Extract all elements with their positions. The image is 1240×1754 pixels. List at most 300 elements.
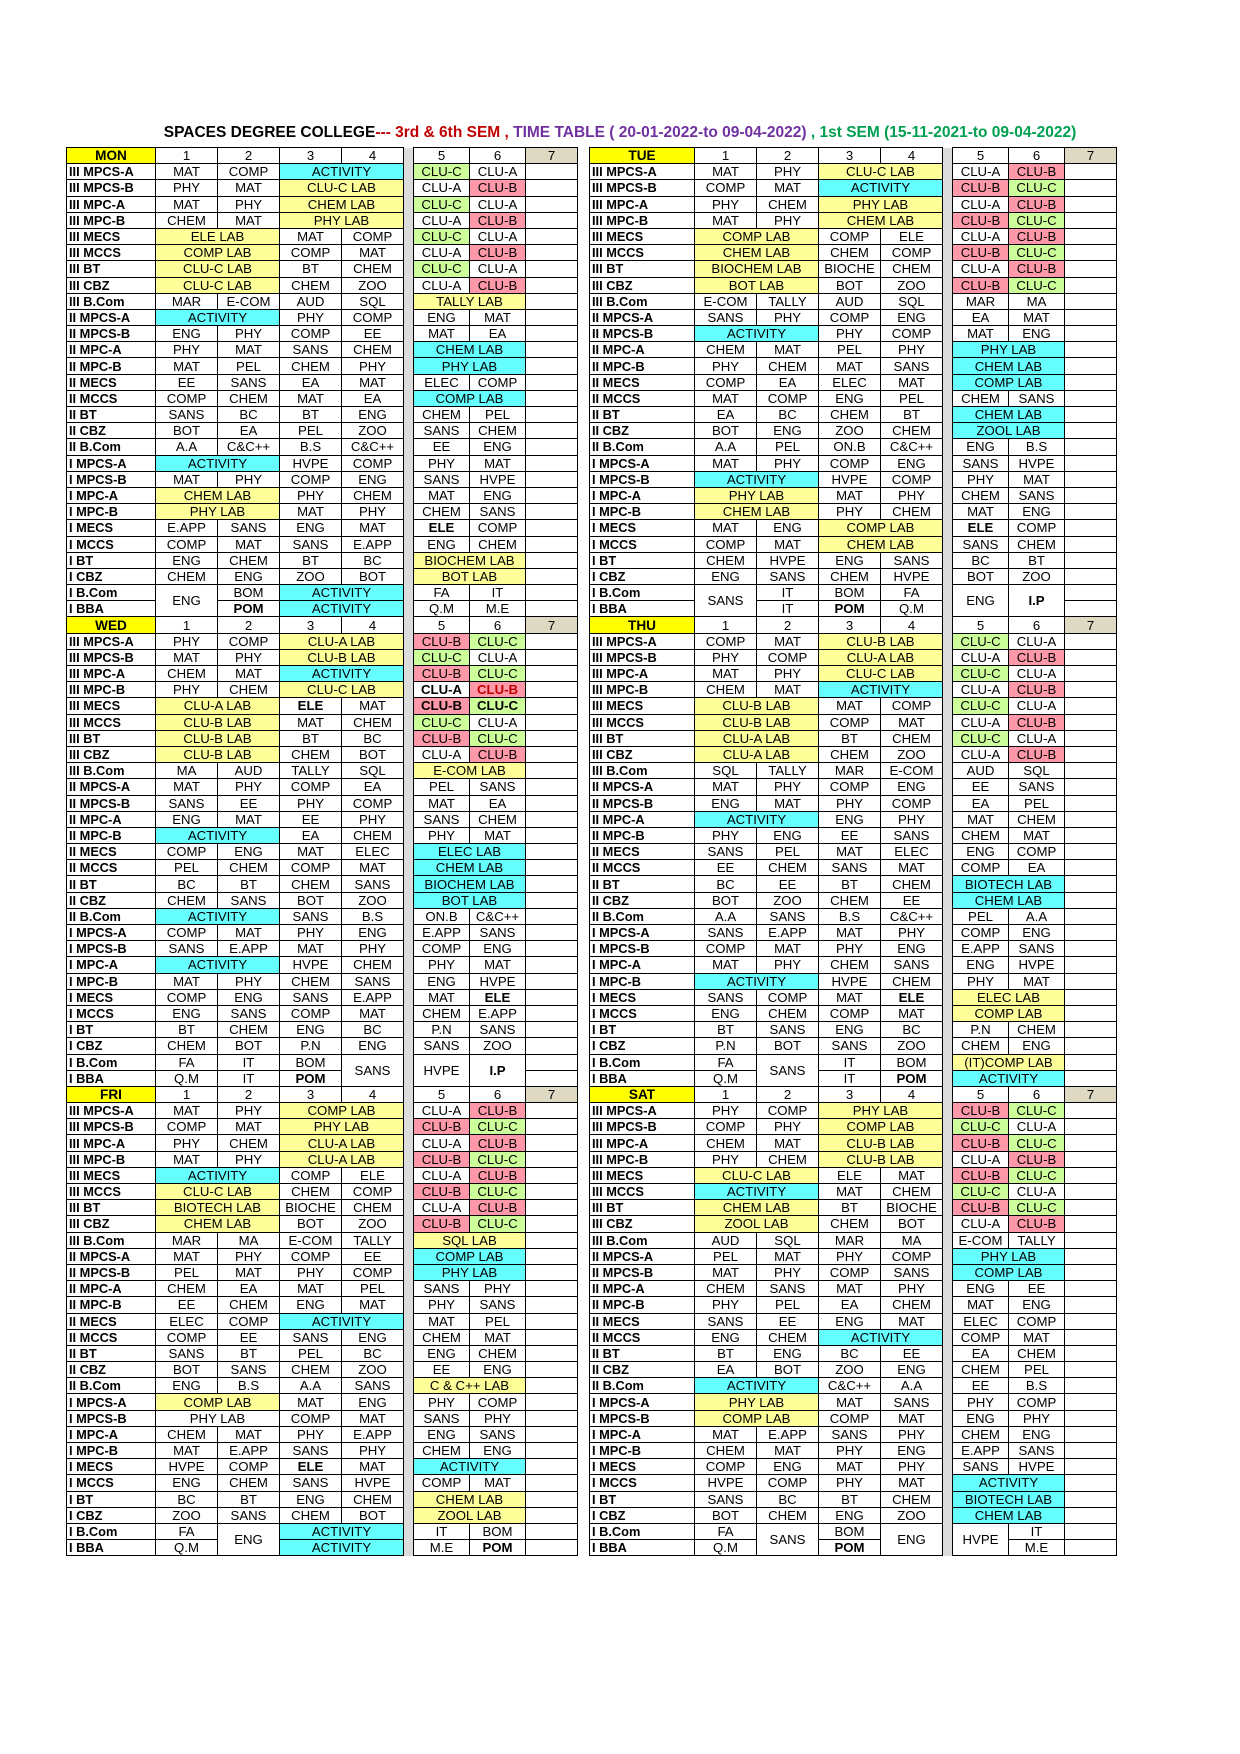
subject-cell: CHEM [218,1135,280,1151]
subject-cell: ZOO [881,1038,943,1054]
class-name: III MPC-A [590,196,695,212]
subject-cell: SANS [414,1038,470,1054]
subject-cell: COMP [819,1410,881,1426]
subject-cell: PHY [218,973,280,989]
class-name: I MPC-B [67,1443,156,1459]
subject-cell: COMP [218,1459,280,1475]
subject-cell: ENG [414,973,470,989]
subject-cell: IT [757,585,819,601]
period-7-cell [1065,196,1117,212]
subject-cell: CHEM [342,957,404,973]
subject-cell: ENG [819,811,881,827]
period-7-cell [526,455,578,471]
break-column [943,860,953,876]
class-row [67,568,1117,584]
class-row [67,1184,1117,1200]
subject-cell: ENG [342,925,404,941]
break-column [943,228,953,244]
class-name: III MECS [67,1167,156,1183]
period-7-cell [526,795,578,811]
subject-cell: CHEM [953,1038,1009,1054]
period-7-cell [526,1362,578,1378]
break-column [943,1329,953,1345]
subject-cell: SANS [881,1394,943,1410]
class-row [67,277,1117,293]
class-row [67,196,1117,212]
column-spacer [578,925,590,941]
subject-cell: SANS [218,1507,280,1523]
subject-cell: SANS [881,1264,943,1280]
lab-session: CLU-B LAB [819,633,943,649]
subject-cell: EE [1009,1281,1065,1297]
column-spacer [578,520,590,536]
subject-cell: PHY [881,925,943,941]
period-7-cell [1065,1070,1117,1086]
break-column [404,1281,414,1297]
lab-session: ACTIVITY [695,1378,819,1394]
lab-session: CHEM LAB [695,504,819,520]
subject-cell: ENG [757,520,819,536]
subject-cell: BOT [819,277,881,293]
subject-cell: SANS [470,1297,526,1313]
subject-cell: IT [1009,1523,1065,1539]
subject-cell: SANS [819,860,881,876]
subject-cell: MAT [819,1459,881,1475]
subject-cell: ENG [156,1475,218,1491]
subject-cell: COMP [953,925,1009,941]
subject-cell: EE [819,827,881,843]
lab-session: CHEM LAB [156,487,280,503]
subject-cell: PEL [757,1297,819,1313]
subject-cell: FA [156,1523,218,1539]
lab-session: CHEM LAB [953,892,1065,908]
class-name: II MPC-B [590,358,695,374]
lab-session: CHEM LAB [819,212,943,228]
lab-session: ACTIVITY [156,827,280,843]
subject-cell: SANS [695,989,757,1005]
period-header: 3 [819,1086,881,1102]
subject-cell: ZOO [342,892,404,908]
subject-cell: C&C++ [881,908,943,924]
subject-cell: SANS [881,358,943,374]
subject-cell: BC [953,552,1009,568]
subject-cell: PHY [414,1297,470,1313]
subject-cell: MAT [695,520,757,536]
subject-cell: CHEM [280,1184,342,1200]
subject-cell: ENG [280,1297,342,1313]
subject-cell: SQL [757,1232,819,1248]
period-7-cell [526,423,578,439]
subject-cell: COMP [953,860,1009,876]
subject-cell: CLU-C [470,666,526,682]
subject-cell: PHY [757,957,819,973]
subject-cell: MAT [695,455,757,471]
subject-cell: SANS [695,844,757,860]
lab-session: ACTIVITY [695,326,819,342]
column-spacer [578,1216,590,1232]
break-column [943,261,953,277]
period-7-cell [1065,1394,1117,1410]
subject-cell: CHEM [218,390,280,406]
lab-session: ACTIVITY [819,180,943,196]
class-row [67,860,1117,876]
subject-cell: ENG [695,568,757,584]
subject-cell: ENG [819,390,881,406]
subject-cell: ZOO [342,1216,404,1232]
period-7-cell [1065,746,1117,762]
subject-cell: MAT [342,860,404,876]
subject-cell: ENG [881,1443,943,1459]
class-row [67,746,1117,762]
lab-session: CLU-C LAB [819,164,943,180]
subject-cell: ENG [695,795,757,811]
subject-cell: CLU-C [953,1119,1009,1135]
column-spacer [578,617,590,633]
subject-cell: ENG [819,552,881,568]
subject-cell: SANS [414,471,470,487]
subject-cell: E.APP [218,941,280,957]
column-spacer [578,1248,590,1264]
subject-cell: ELE [342,1167,404,1183]
period-header: 5 [953,617,1009,633]
subject-cell: COMP [156,1119,218,1135]
subject-cell: MAT [156,1443,218,1459]
subject-cell: ZOO [819,423,881,439]
break-column [943,342,953,358]
period-7-cell [526,342,578,358]
subject-cell: CLU-A [953,649,1009,665]
column-spacer [578,180,590,196]
lab-session: ACTIVITY [280,1313,404,1329]
class-name: II B.Com [67,1378,156,1394]
period-7-cell [526,1038,578,1054]
class-name: III MECS [590,1167,695,1183]
subject-cell: PHY [695,1151,757,1167]
subject-cell: PHY [695,827,757,843]
subject-cell: POM [470,1540,526,1556]
subject-cell: COMP [156,844,218,860]
class-row [67,326,1117,342]
break-column [943,407,953,423]
subject-cell: PHY [757,212,819,228]
class-name: I MPCS-A [67,1394,156,1410]
subject-cell: MAT [156,358,218,374]
class-name: II MCCS [67,1329,156,1345]
subject-cell: AUD [280,293,342,309]
subject-cell: COMP [695,941,757,957]
subject-cell: CLU-C [470,1151,526,1167]
subject-cell: PHY [414,957,470,973]
class-row [67,1507,1117,1523]
subject-cell: ZOO [342,277,404,293]
column-spacer [578,358,590,374]
lab-session: ACTIVITY [280,601,404,617]
break-column [404,390,414,406]
subject-cell: BOT [695,1507,757,1523]
column-spacer [578,536,590,552]
subject-cell: PHY [414,1394,470,1410]
break-column [404,746,414,762]
lab-session: PHY LAB [819,1103,943,1119]
lab-session: SQL LAB [414,1232,526,1248]
subject-cell: SANS [280,1443,342,1459]
column-spacer [578,552,590,568]
subject-cell: SANS [953,455,1009,471]
subject-cell: SANS [280,342,342,358]
subject-cell: CHEM [342,487,404,503]
lab-session: PHY LAB [156,1410,280,1426]
lab-session: ACTIVITY [695,973,819,989]
subject-cell: SANS [470,779,526,795]
subject-cell: CHEM [953,827,1009,843]
subject-cell: CLU-C [1009,1135,1065,1151]
period-header: 4 [881,148,943,164]
period-7-cell [1065,164,1117,180]
subject-cell: AUD [953,763,1009,779]
subject-cell: MAT [695,1264,757,1280]
subject-cell: CLU-C [1009,277,1065,293]
column-spacer [578,455,590,471]
subject-cell: BOT [280,1216,342,1232]
break-column [943,374,953,390]
subject-cell: CLU-A [470,164,526,180]
subject-cell: CHEM [156,568,218,584]
subject-cell: COMP [757,989,819,1005]
break-column [404,973,414,989]
subject-cell: MAT [218,536,280,552]
subject-cell: ELE [881,989,943,1005]
period-7-cell [1065,1022,1117,1038]
break-column [404,617,414,633]
timetable-grid [66,147,1117,1556]
class-name: II BT [67,876,156,892]
class-row [67,682,1117,698]
period-7-cell [1065,1491,1117,1507]
class-name: II BT [590,1345,695,1361]
column-spacer [578,876,590,892]
class-row [67,1475,1117,1491]
subject-cell: MAT [218,1264,280,1280]
subject-cell: SANS [1009,941,1065,957]
day-label: TUE [590,148,695,164]
subject-cell: C&C++ [881,439,943,455]
subject-cell: PHY [470,1410,526,1426]
class-name: II MPC-A [67,342,156,358]
break-column [404,552,414,568]
class-row [67,520,1117,536]
period-7-cell [526,1426,578,1442]
period-7-cell [526,228,578,244]
subject-cell: CHEM [280,1507,342,1523]
class-name: III MPC-B [67,1151,156,1167]
class-row [67,827,1117,843]
subject-cell: Q.M [156,1540,218,1556]
subject-cell: BOT [881,1216,943,1232]
subject-cell: EE [414,1362,470,1378]
column-spacer [578,228,590,244]
subject-cell: BC [819,1345,881,1361]
class-row [67,649,1117,665]
subject-cell: BIOCHE [280,1200,342,1216]
break-column [943,1507,953,1523]
subject-cell: EA [342,390,404,406]
lab-session: BIOCHEM LAB [695,261,819,277]
class-name: I CBZ [590,1038,695,1054]
subject-cell: CHEM [342,1491,404,1507]
break-column [943,1005,953,1021]
lab-session: COMP LAB [414,1248,526,1264]
subject-cell: SANS [414,1410,470,1426]
subject-cell: EA [695,407,757,423]
class-name: I B.Com [67,1054,156,1070]
subject-cell: PEL [342,1281,404,1297]
subject-cell: HVPE [757,552,819,568]
period-7-cell [1065,585,1117,601]
period-7-cell [1065,1313,1117,1329]
subject-cell: ENG [342,407,404,423]
lab-session: ACTIVITY [280,585,404,601]
subject-cell: ENG [1009,1297,1065,1313]
subject-cell: MAT [470,309,526,325]
subject-cell: MAR [819,763,881,779]
break-column [404,245,414,261]
period-7-cell [1065,601,1117,617]
period-7-cell [1065,1264,1117,1280]
subject-cell: POM [280,1070,342,1086]
subject-cell: SANS [757,1281,819,1297]
break-column [943,504,953,520]
subject-cell: POM [218,601,280,617]
subject-cell: CHEM [819,245,881,261]
break-column [404,1119,414,1135]
subject-cell: EA [757,374,819,390]
subject-cell: CLU-C [1009,212,1065,228]
period-7-cell [526,973,578,989]
column-spacer [578,827,590,843]
class-row [67,164,1117,180]
class-name: III MECS [590,698,695,714]
break-column [943,892,953,908]
subject-cell: CHEM [757,860,819,876]
subject-cell: CLU-C [1009,1167,1065,1183]
break-column [404,601,414,617]
subject-cell: ELE [470,989,526,1005]
subject-cell: CLU-B [470,277,526,293]
break-column [404,989,414,1005]
column-spacer [578,471,590,487]
subject-cell: SANS [757,1022,819,1038]
break-column [943,1475,953,1491]
subject-cell: B.S [819,908,881,924]
class-name: III CBZ [67,277,156,293]
break-column [943,164,953,180]
period-header: 1 [695,1086,757,1102]
column-spacer [578,374,590,390]
period-7-cell [1065,1345,1117,1361]
subject-cell: ENG [280,1022,342,1038]
lab-session: PHY LAB [819,196,943,212]
break-column [404,164,414,180]
period-7-cell [526,1167,578,1183]
column-spacer [578,1103,590,1119]
lab-session: PHY LAB [695,487,819,503]
period-header: 2 [218,617,280,633]
subject-cell: ELEC [819,374,881,390]
period-7-cell [1065,763,1117,779]
break-column [404,633,414,649]
period-7-cell [1065,1167,1117,1183]
lab-session: CLU-C LAB [156,261,280,277]
class-row [67,941,1117,957]
subject-cell: BT [218,1345,280,1361]
subject-cell: BT [218,876,280,892]
subject-cell: HVPE [1009,957,1065,973]
column-spacer [578,148,590,164]
period-header: 2 [218,148,280,164]
column-spacer [578,1151,590,1167]
lab-session: ACTIVITY [280,666,404,682]
column-spacer [578,439,590,455]
subject-cell: BOT [695,423,757,439]
column-spacer [578,212,590,228]
subject-cell: PHY [695,1103,757,1119]
subject-cell: A.A [1009,908,1065,924]
subject-cell: CHEM [280,876,342,892]
subject-cell: SANS [470,1426,526,1442]
break-column [943,1103,953,1119]
subject-cell: ENG [1009,1426,1065,1442]
subject-cell: MA [218,1232,280,1248]
subject-cell: PEL [757,844,819,860]
subject-cell: MAT [470,455,526,471]
day-label: THU [590,617,695,633]
class-name: II MPCS-B [67,1264,156,1280]
subject-cell: SQL [881,293,943,309]
subject-cell: HVPE [156,1459,218,1475]
subject-cell: MAT [218,342,280,358]
period-7-cell [526,471,578,487]
class-name: III MPC-A [67,1135,156,1151]
subject-cell: FA [695,1523,757,1539]
break-column [404,941,414,957]
class-name: II B.Com [590,908,695,924]
subject-cell: CLU-B [470,212,526,228]
column-spacer [578,1507,590,1523]
subject-cell: CLU-B [470,1167,526,1183]
subject-cell: CLU-B [1009,1151,1065,1167]
class-name: I MPCS-B [590,1410,695,1426]
class-name: I MPCS-A [590,925,695,941]
subject-cell: E.APP [953,941,1009,957]
subject-cell: MAT [156,973,218,989]
subject-cell: CLU-A [953,1216,1009,1232]
break-column [943,682,953,698]
subject-cell: ELEC [414,374,470,390]
subject-cell: ELEC [953,1313,1009,1329]
lab-session: CHEM LAB [414,342,526,358]
period-7-cell [1065,1038,1117,1054]
subject-cell: MAT [1009,973,1065,989]
lab-session: CLU-C LAB [819,666,943,682]
column-spacer [578,277,590,293]
break-column [943,277,953,293]
period-7-cell [526,633,578,649]
period-7-cell [526,1200,578,1216]
subject-cell: PEL [953,908,1009,924]
subject-cell: MAT [695,212,757,228]
period-7-cell [1065,520,1117,536]
period-7-cell [1065,1329,1117,1345]
